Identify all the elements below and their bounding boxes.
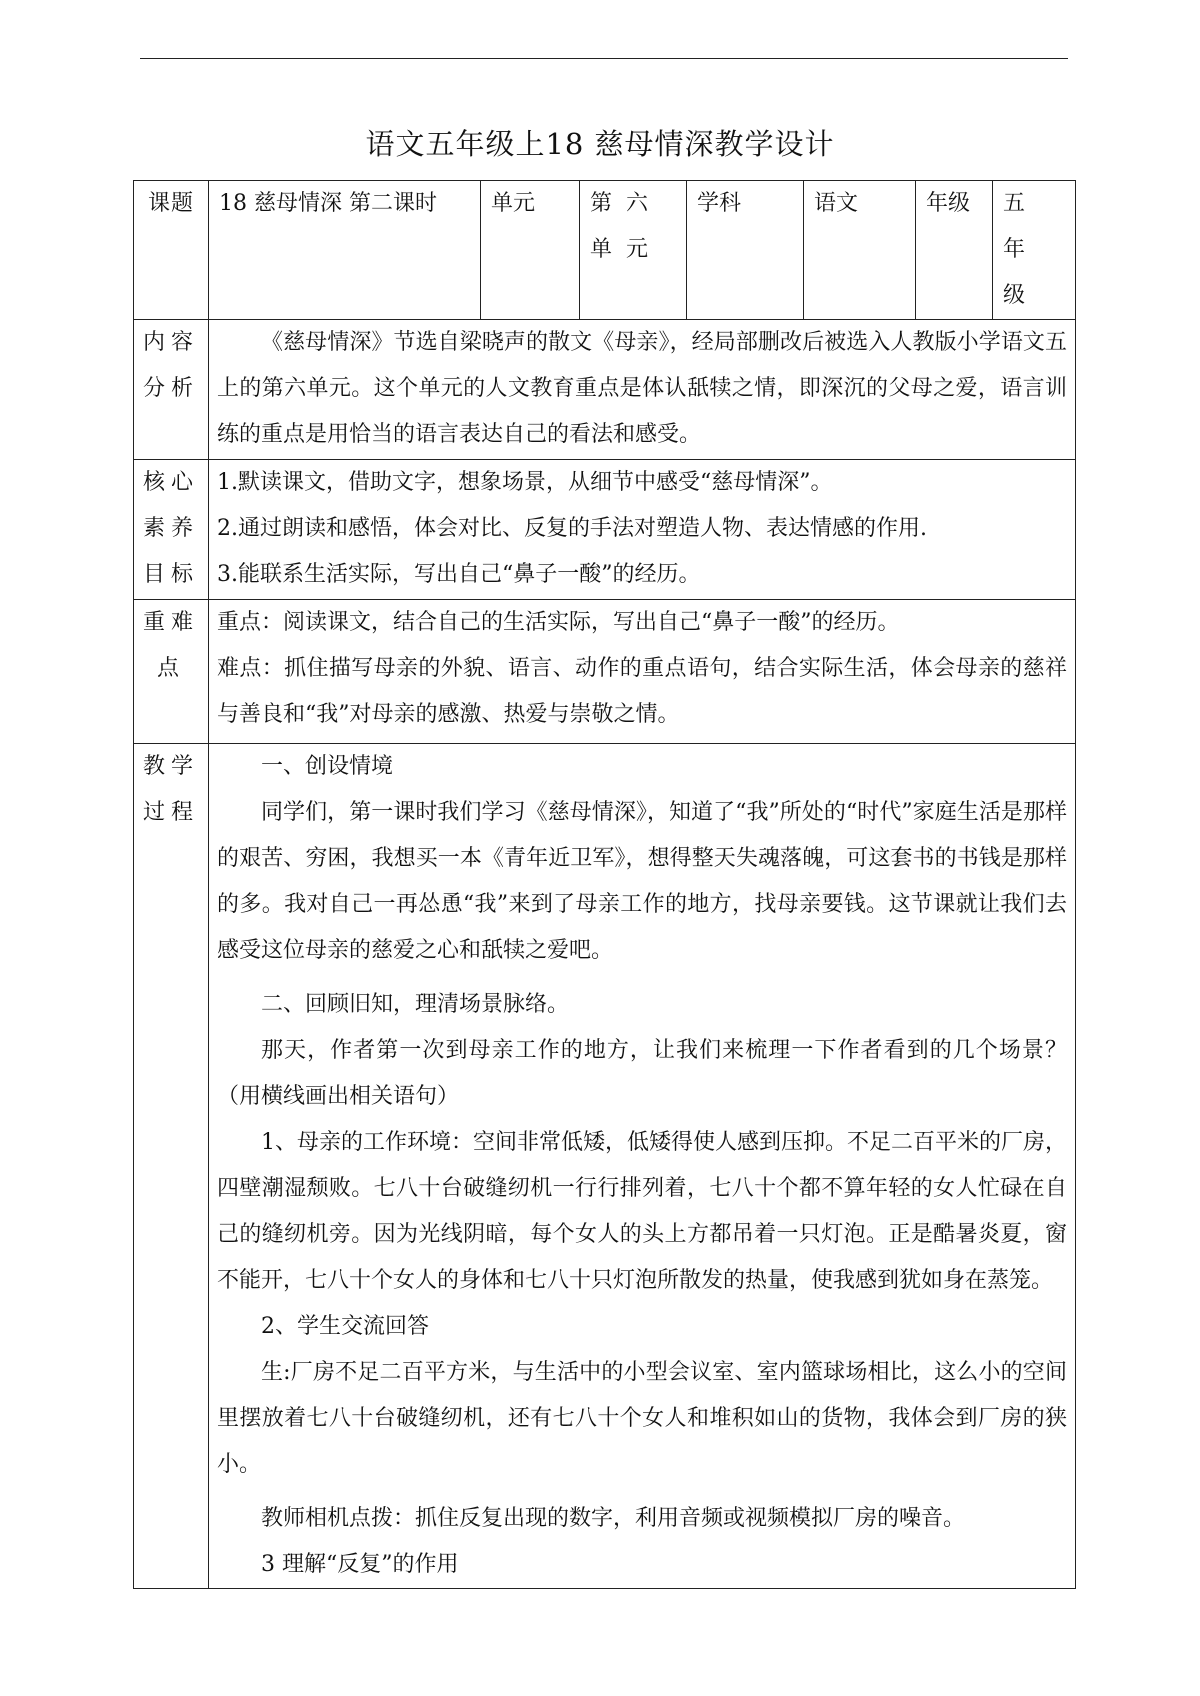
content-analysis-label: 内容分析 xyxy=(134,320,209,460)
teacher-tip: 教师相机点拨：抓住反复出现的数字，利用音频或视频模拟厂房的噪音。 xyxy=(261,1506,966,1531)
core-goals-label: 核心素养目标 xyxy=(134,460,209,600)
step1-text: 1、母亲的工作环境：空间非常低矮，低矮得使人感到压抑。不足二百平米的厂房，四壁潮湿颓败。七八十台破缝纫机一行行排列着，七八十个都不算年轻的女人忙碌在自己的缝纫机旁。因为光线阴暗，每个女人的头上方都吊着一只灯泡。正是酷暑炎夏，窗不能开，七八十个女人的身体和七八十只灯泡所散发的热量，使我感到犹如身在蒸笼。 xyxy=(217,1130,1067,1293)
step2-heading: 2、学生交流回答 xyxy=(261,1314,429,1339)
subject-value: 语文 xyxy=(804,181,916,320)
section2-intro: 那天，作者第一次到母亲工作的地方，让我们来梳理一下作者看到的几个场景？（用横线画出相关语句） xyxy=(217,1038,1067,1109)
core-goals-row xyxy=(134,460,1076,600)
topic-value: 18 慈母情深 第二课时 xyxy=(209,181,481,320)
unit-label: 单元 xyxy=(481,181,580,320)
content-analysis-cell xyxy=(209,320,1076,460)
subject-label: 学科 xyxy=(687,181,804,320)
core-goals-cell xyxy=(209,460,1076,600)
key-points-row xyxy=(134,600,1076,744)
section1-text: 同学们，第一课时我们学习《慈母情深》，知道了“我”所处的“时代”家庭生活是那样的艰苦、穷困，我想买一本《青年近卫军》，想得整天失魂落魄，可这套书的书钱是那样的多。我对自己一再怂恿“我”来到了母亲工作的地方，找母亲要钱。这节课就让我们去感受这位母亲的慈爱之心和舐犊之爱吧。 xyxy=(217,800,1067,963)
key-point-text: 重点：阅读课文，结合自己的生活实际，写出自己“鼻子一酸”的经历。 xyxy=(217,610,900,635)
key-points-cell xyxy=(209,600,1076,744)
process-row xyxy=(134,744,1076,1589)
difficult-point-text: 难点：抓住描写母亲的外貌、语言、动作的重点语句，结合实际生活，体会母亲的慈祥与善良和“我”对母亲的感激、热爱与崇敬之情。 xyxy=(217,656,1067,727)
content-analysis-row xyxy=(134,320,1076,460)
grade-value: 五 年级 xyxy=(993,181,1076,320)
core-goal-item: 3.能联系生活实际，写出自己“鼻子一酸”的经历。 xyxy=(217,562,701,587)
document-title: 语文五年级上18 慈母情深教学设计 xyxy=(365,127,835,161)
key-points-label: 重难点 xyxy=(134,600,209,744)
header-row xyxy=(134,181,1076,320)
step2-text: 生:厂房不足二百平方米，与生活中的小型会议室、室内篮球场相比，这么小的空间里摆放着七八十台破缝纫机，还有七八十个女人和堆积如山的货物，我体会到厂房的狭小。 xyxy=(217,1360,1067,1477)
section1-heading: 一、创设情境 xyxy=(261,754,394,779)
core-goal-item: 2.通过朗读和感悟，体会对比、反复的手法对塑造人物、表达情感的作用. xyxy=(217,516,927,541)
lesson-plan-table xyxy=(133,180,1076,1589)
header-rule xyxy=(140,58,1068,59)
content-analysis-text: 《慈母情深》节选自梁晓声的散文《母亲》，经局部删改后被选入人教版小学语文五上的第六单元。这个单元的人文教育重点是体认舐犊之情，即深沉的父母之爱，语言训练的重点是用恰当的语言表达自己的看法和感受。 xyxy=(217,330,1067,447)
unit-value: 第六单元 xyxy=(580,181,687,320)
process-cell xyxy=(209,744,1076,1589)
process-label: 教学过程 xyxy=(134,744,209,1589)
core-goal-item: 1.默读课文，借助文字，想象场景，从细节中感受“慈母情深”。 xyxy=(217,470,833,495)
step3-heading: 3 理解“反复”的作用 xyxy=(261,1552,459,1577)
section2-heading: 二、回顾旧知，理清场景脉络。 xyxy=(261,992,570,1017)
grade-label: 年级 xyxy=(916,181,993,320)
topic-label: 课题 xyxy=(134,181,209,320)
